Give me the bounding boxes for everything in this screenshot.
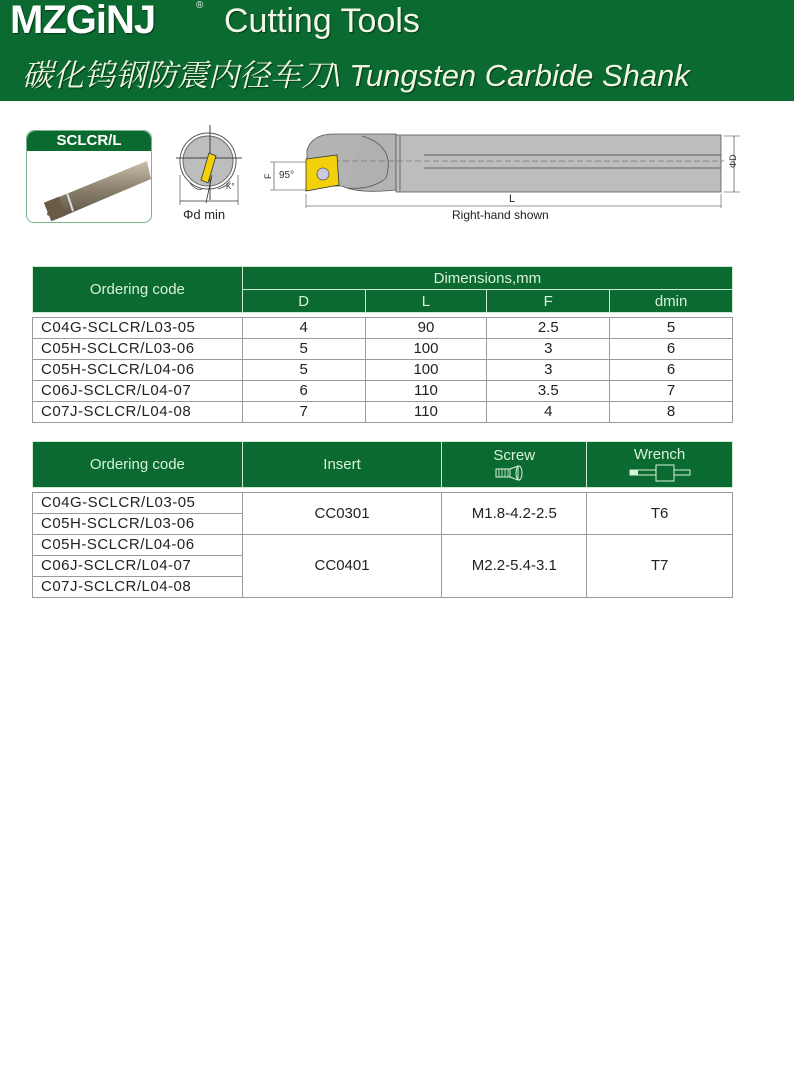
header-dmin: dmin xyxy=(610,290,733,313)
value-L: 110 xyxy=(365,381,487,402)
value-D: 4 xyxy=(242,318,365,339)
dim-L-label: L xyxy=(509,193,516,205)
table-row xyxy=(33,318,733,339)
table-row xyxy=(33,493,733,514)
table-row xyxy=(33,339,733,360)
ordering-code: C06J-SCLCR/L04-07 xyxy=(33,556,243,577)
cross-section-drawing xyxy=(170,125,250,210)
ordering-code: C05H-SCLCR/L04-06 xyxy=(33,360,243,381)
wrench-value: T6 xyxy=(587,493,733,535)
value-L: 100 xyxy=(365,360,487,381)
kappa-label: K° xyxy=(226,182,235,191)
value-dmin: 5 xyxy=(610,318,733,339)
value-F: 4 xyxy=(487,402,610,423)
dim-D-label: ΦD xyxy=(728,154,738,168)
header-D: D xyxy=(242,290,365,313)
product-photo-card xyxy=(26,130,152,223)
header-screw xyxy=(442,442,587,488)
screw-value: M2.2-5.4-3.1 xyxy=(442,535,587,598)
boring-bar-photo xyxy=(27,153,151,223)
table-row xyxy=(33,360,733,381)
registered-mark: ® xyxy=(196,0,204,11)
header-subtitle: 碳化钨钢防震内径车刀\ Tungsten Carbide Shank xyxy=(22,58,690,93)
header-banner xyxy=(0,0,794,101)
insert-value: CC0401 xyxy=(242,535,442,598)
value-D: 6 xyxy=(242,381,365,402)
value-L: 90 xyxy=(365,318,487,339)
value-L: 100 xyxy=(365,339,487,360)
angle-label: 95° xyxy=(279,170,295,181)
screw-icon xyxy=(494,464,534,482)
value-L: 110 xyxy=(365,402,487,423)
table-row xyxy=(33,535,733,556)
header-screw-label: Screw xyxy=(493,447,536,464)
screw-value: M1.8-4.2-2.5 xyxy=(442,493,587,535)
header-insert: Insert xyxy=(242,442,442,488)
table-row xyxy=(33,402,733,423)
value-dmin: 6 xyxy=(610,360,733,381)
ordering-code: C04G-SCLCR/L03-05 xyxy=(33,318,243,339)
ordering-code: C07J-SCLCR/L04-08 xyxy=(33,402,243,423)
dmin-label: Φd min xyxy=(183,207,226,222)
value-D: 7 xyxy=(242,402,365,423)
ordering-code: C05H-SCLCR/L03-06 xyxy=(33,514,243,535)
header-wrench-label: Wrench xyxy=(633,446,686,463)
value-F: 3 xyxy=(487,339,610,360)
ordering-code: C05H-SCLCR/L04-06 xyxy=(33,535,243,556)
header-dimensions-group: Dimensions,mm xyxy=(242,267,732,290)
value-D: 5 xyxy=(242,360,365,381)
value-F: 3 xyxy=(487,360,610,381)
value-dmin: 6 xyxy=(610,339,733,360)
header-wrench xyxy=(587,442,733,488)
drawing-caption: Right-hand shown xyxy=(452,208,549,222)
ordering-code: C06J-SCLCR/L04-07 xyxy=(33,381,243,402)
ordering-code: C04G-SCLCR/L03-05 xyxy=(33,493,243,514)
header-L: L xyxy=(365,290,487,313)
value-D: 5 xyxy=(242,339,365,360)
value-F: 2.5 xyxy=(487,318,610,339)
ordering-code: C05H-SCLCR/L03-06 xyxy=(33,339,243,360)
header-ordering-code: Ordering code xyxy=(33,442,243,488)
header-title: Cutting Tools xyxy=(224,2,420,40)
header-F: F xyxy=(487,290,610,313)
dimensions-table xyxy=(32,266,733,423)
value-F: 3.5 xyxy=(487,381,610,402)
table-row xyxy=(33,381,733,402)
parts-table xyxy=(32,441,733,598)
insert-value: CC0301 xyxy=(242,493,442,535)
value-dmin: 7 xyxy=(610,381,733,402)
value-dmin: 8 xyxy=(610,402,733,423)
model-badge: SCLCR/L xyxy=(27,131,151,151)
wrench-icon xyxy=(628,463,692,483)
brand-logo: MZGiNJ xyxy=(10,0,156,42)
wrench-value: T7 xyxy=(587,535,733,598)
header-ordering-code: Ordering code xyxy=(33,267,243,313)
tool-side-drawing xyxy=(262,128,742,208)
ordering-code: C07J-SCLCR/L04-08 xyxy=(33,577,243,598)
dim-F-label: F xyxy=(263,173,273,179)
